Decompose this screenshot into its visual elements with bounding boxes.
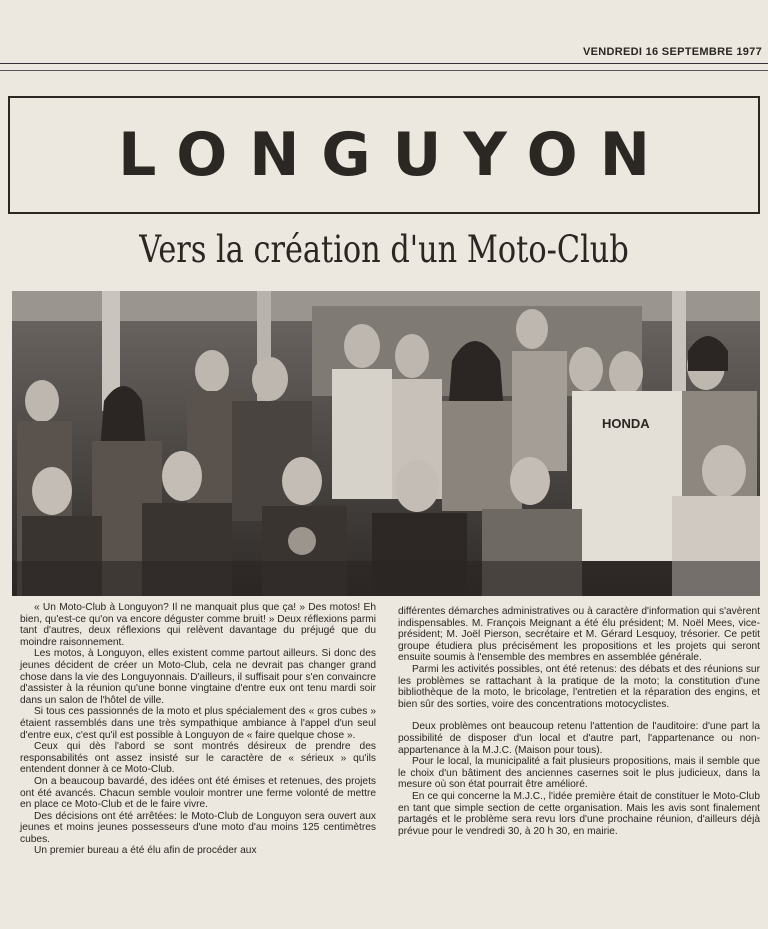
paragraph: On a beaucoup bavardé, des idées ont été émises et retenues, des projets ont été avancés. Chacun semble vouloir montrer une ferme volonté de mettre en place ce Moto-Club et de le faire vivre. [20,775,376,811]
paragraph: différentes démarches administratives ou à caractère d'information qui s'avèrent indispensables. M. François Meignant a été élu président; M. Noël Mees, vice-président; M. Joël Pierson, secrétaire et M. Gérard Lesquoy, trésorier. Ce petit groupe étudiera plus précisément les propositions et les projets qui seront ensuite soumis à l'ensemble des membres en assemblée générale. [398,606,760,664]
paragraph: Un premier bureau a été élu afin de procéder aux [34,845,257,857]
paragraph: « Un Moto-Club à Longuyon? Il ne manquait plus que ça! » Des motos! Eh bien, qu'est-ce qu'on va encore déguster comme bruit! » Deux réflexions parmi tant d'autres, deux réflexions qui relèvent davantage du préjugé que du moindre raisonnement. [20,602,376,648]
town-banner [8,96,760,214]
top-rule-secondary [0,70,768,71]
paragraph: Les motos, à Longuyon, elles existent comme partout ailleurs. Si donc des jeunes décident de créer un Moto-Club, cela ne devrait pas changer grand chose dans la vie des Longuyonnais. D'ailleurs, il suffisait pour s'en convaincre d'assister à la réunion qu'une bonne vingtaine d'entre eux ont tenu mardi soir dans un salon de l'hôtel de ville. [20,648,376,706]
banner-title: LONGUYON [118,120,672,190]
paragraph: Parmi les activités possibles, ont été retenus: des débats et des réunions sur les problèmes se rattachant à la pratique de la moto; la constitution d'une bibliothèque de la moto, le bricolage, l'entretien et la réparation des engins, et bien sûr des sorties, voire des concentrations motocyclistes. [398,663,760,710]
article-headline: Vers la création d'un Moto-Club [139,228,629,271]
jersey-label: HONDA [602,416,650,431]
article-column-left [20,602,376,857]
group-photo-image [12,291,760,596]
paragraph: Deux problèmes ont beaucoup retenu l'attention de l'auditoire: d'une part la possibilité de disposer d'un local et d'autre part, l'appartenance ou non-appartenance à la M.J.C. (Maison pour tous). [398,721,760,756]
top-rule [0,63,768,64]
paragraph: Ceux qui dès l'abord se sont montrés désireux de prendre des responsabilités ont assez insisté sur le caractère de « sérieux » qu'ils entendent donner à ce Moto-Club. [20,741,376,776]
paragraph: Pour le local, la municipalité a fait plusieurs propositions, mais il semble que le choix d'un bâtiment des anciennes casernes soit le plus judicieux, dans la mesure où son état pourrait être amélioré. [398,756,760,791]
paragraph: En ce qui concerne la M.J.C., l'idée première était de constituer le Moto-Club en tant que simple section de cette organisation. Mais les avis sont finalement partagés et le problème sera revu lors d'une prochaine réunion, d'ailleurs déjà prévue pour le vendredi 30, à 20 h 30, en mairie. [398,790,760,837]
article-column-right [398,606,760,837]
date-line: VENDREDI 16 SEPTEMBRE 1977 [583,46,762,58]
group-photo [12,291,760,596]
paragraph: Des décisions ont été arrêtées: le Moto-Club de Longuyon sera ouvert aux jeunes et moins jeunes possesseurs d'une moto d'au moins 125 centimètres cubes. [20,810,376,845]
paragraph: Si tous ces passionnés de la moto et plus spécialement des « gros cubes » étaient rassemblés dans une très sympathique ambiance à l'appel d'un seul d'entre eux, c'est qu'il est possible à Longuyon de « faire quelque chose ». [20,706,376,741]
